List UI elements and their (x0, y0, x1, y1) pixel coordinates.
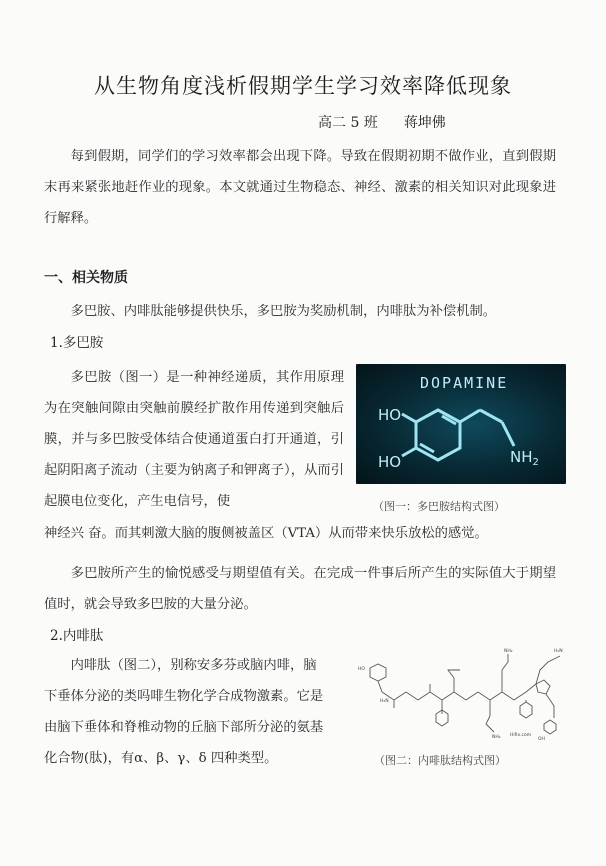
peptide-chain (370, 654, 560, 734)
ho-label-2: HO (378, 453, 402, 471)
benzene-ring (402, 410, 514, 460)
dopamine-structure-svg (356, 364, 566, 484)
atom-labels (358, 648, 563, 742)
ho-label-1: HO (378, 406, 402, 424)
dopamine-expectation-paragraph: 多巴胺所产生的愉悦感受与期望值有关。在完成一件事后所产生的实际值大于期望值时，就会导致多巴胺的大量分泌。 (44, 566, 556, 612)
figure-2-caption: （图二：内啡肽结构式图） (374, 754, 506, 767)
svg-text:Hifix.com: Hifix.com (510, 733, 532, 738)
author-class: 高二 5 班 (318, 115, 378, 131)
author-name: 蒋坤佛 (403, 115, 446, 131)
figure-1-caption: （图一：多巴胺结构式图） (373, 500, 505, 513)
nh2-label (510, 448, 539, 468)
endorphin-structure-figure (340, 640, 572, 745)
section-summary: 多巴胺、内啡肽能够提供快乐，多巴胺为奖励机制，内啡肽为补偿机制。 (70, 304, 497, 319)
svg-text:H₂N: H₂N (380, 699, 389, 704)
endorphin-paragraph: 内啡肽（图二），别称安多芬或脑内啡，脑下垂体分泌的类吗啡生物化学合成物激素。它是由脑下垂体和脊椎动物的丘脑下部所分泌的氨基化合物(肽)，有α、β、γ、δ 四种类型。 (44, 658, 324, 766)
svg-text:H₂N: H₂N (554, 649, 563, 654)
svg-text:HO: HO (358, 667, 365, 672)
nh-text: NH (510, 448, 533, 466)
endorphin-heading: 2.内啡肽 (50, 628, 104, 644)
section-heading: 一、相关物质 (44, 270, 128, 286)
dopamine-structure-figure (356, 364, 566, 484)
page-title: 从生物角度浅析假期学生学习效率降低现象 (94, 74, 512, 98)
intro-paragraph: 每到假期，同学们的学习效率都会出现下降。导致在假期初期不做作业，直到假期末再来紧张地赶作业的现象。本文就通过生物稳态、神经、激素的相关知识对此现象进行解释。 (44, 149, 556, 226)
svg-text:NH₂: NH₂ (504, 649, 513, 654)
dopamine-paragraph-tail: 神经兴 奋。而其刺激大脑的腹侧被盖区（VTA）从而带来快乐放松的感觉。 (44, 526, 488, 541)
dopamine-paragraph: 多巴胺（图一）是一种神经递质，其作用原理为在突触间隙由突触前膜经扩散作用传递到突触后膜，并与多巴胺受体结合使通道蛋白打开通道，引起阴阳离子流动（主要为钠离子和钾离子），从而引起膜电位变化，产生电信号，使 (44, 370, 344, 509)
nh-subscript: 2 (532, 457, 539, 468)
svg-text:OH: OH (538, 737, 545, 742)
author-line (318, 112, 446, 132)
dopamine-heading: 1.多巴胺 (50, 335, 104, 351)
figure-label: DOPAMINE (420, 374, 509, 392)
svg-text:NH₂: NH₂ (492, 735, 501, 740)
